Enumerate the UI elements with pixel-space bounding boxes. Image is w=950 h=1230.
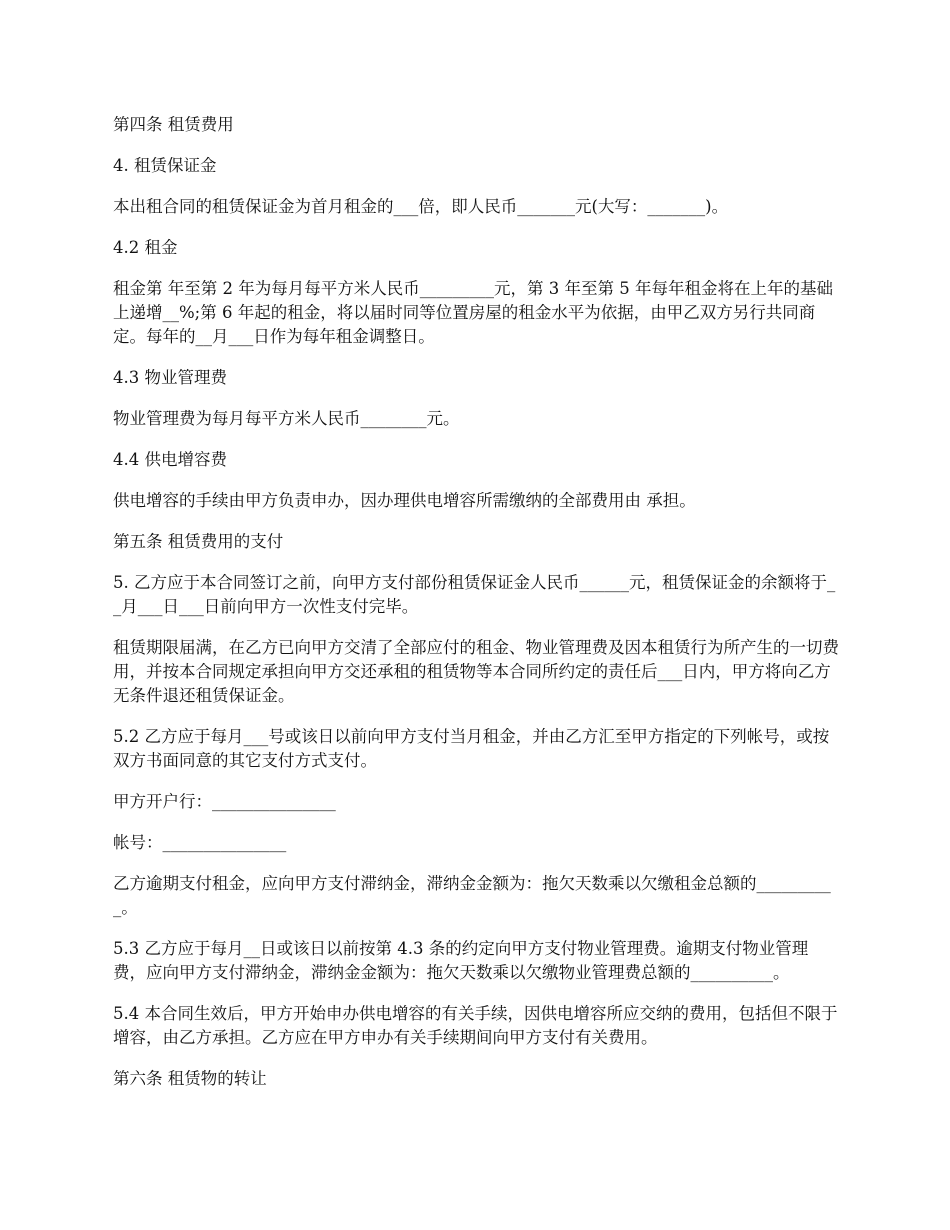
article-6-heading: 第六条 租赁物的转让 <box>113 1069 267 1088</box>
section-4-deposit-heading: 4. 租赁保证金 <box>113 156 217 175</box>
section-5-2-rent-payment-clause: 5.2 乙方应于每月___号或该日以前向甲方支付当月租金，并由乙方汇至甲方指定的下列帐号，或按双方书面同意的其它支付方式支付。 <box>113 727 830 770</box>
section-5-deposit-payment-clause: 5. 乙方应于本合同签订之前，向甲方支付部份租赁保证金人民币______元，租赁保证金的余额将于__月___日___日前向甲方一次性支付完毕。 <box>113 573 836 616</box>
rent-clause: 租金第 年至第 2 年为每月每平方米人民币_________元，第 3 年至第 5 年每年租金将在上年的基础上递增__%;第 6 年起的租金，将以届时同等位置房屋的租金水平为依据，由甲乙双方另行共同商定。每年的__月___日作为每年租金调整日。 <box>113 279 833 346</box>
bank-field: 甲方开户行：_______________ <box>113 792 336 811</box>
power-fee-clause: 供电增容的手续由甲方负责申办，因办理供电增容所需缴纳的全部费用由 承担。 <box>113 491 696 510</box>
account-field: 帐号：_______________ <box>113 833 287 852</box>
section-4-4-power-fee-heading: 4.4 供电增容费 <box>113 450 227 469</box>
article-4-heading: 第四条 租赁费用 <box>113 115 234 134</box>
late-rent-penalty-clause: 乙方逾期支付租金，应向甲方支付滞纳金，滞纳金金额为：拖欠天数乘以欠缴租金总额的__________。 <box>113 874 831 917</box>
article-5-heading: 第五条 租赁费用的支付 <box>113 532 284 551</box>
document-body <box>113 113 839 1108</box>
deposit-refund-clause: 租赁期限届满，在乙方已向甲方交清了全部应付的租金、物业管理费及因本租赁行为所产生的一切费用，并按本合同规定承担向甲方交还承租的租赁物等本合同所约定的责任后___日内，甲方将向乙方无条件退还租赁保证金。 <box>113 638 839 705</box>
section-5-4-power-fee-payment-clause: 5.4 本合同生效后，甲方开始申办供电增容的有关手续，因供电增容所应交纳的费用，包括但不限于增容，由乙方承担。乙方应在甲方申办有关手续期间向甲方支付有关费用。 <box>113 1004 838 1047</box>
section-4-2-rent-heading: 4.2 租金 <box>113 238 178 257</box>
deposit-clause: 本出租合同的租赁保证金为首月租金的___倍，即人民币_______元(大写：_______)。 <box>113 197 729 216</box>
section-4-3-property-fee-heading: 4.3 物业管理费 <box>113 368 227 387</box>
section-5-3-property-fee-payment-clause: 5.3 乙方应于每月__日或该日以前按第 4.3 条的约定向甲方支付物业管理费。逾期支付物业管理费，应向甲方支付滞纳金，滞纳金金额为：拖欠天数乘以欠缴物业管理费总额的__________。 <box>113 939 809 982</box>
property-fee-clause: 物业管理费为每月每平方米人民币________元。 <box>113 409 460 428</box>
